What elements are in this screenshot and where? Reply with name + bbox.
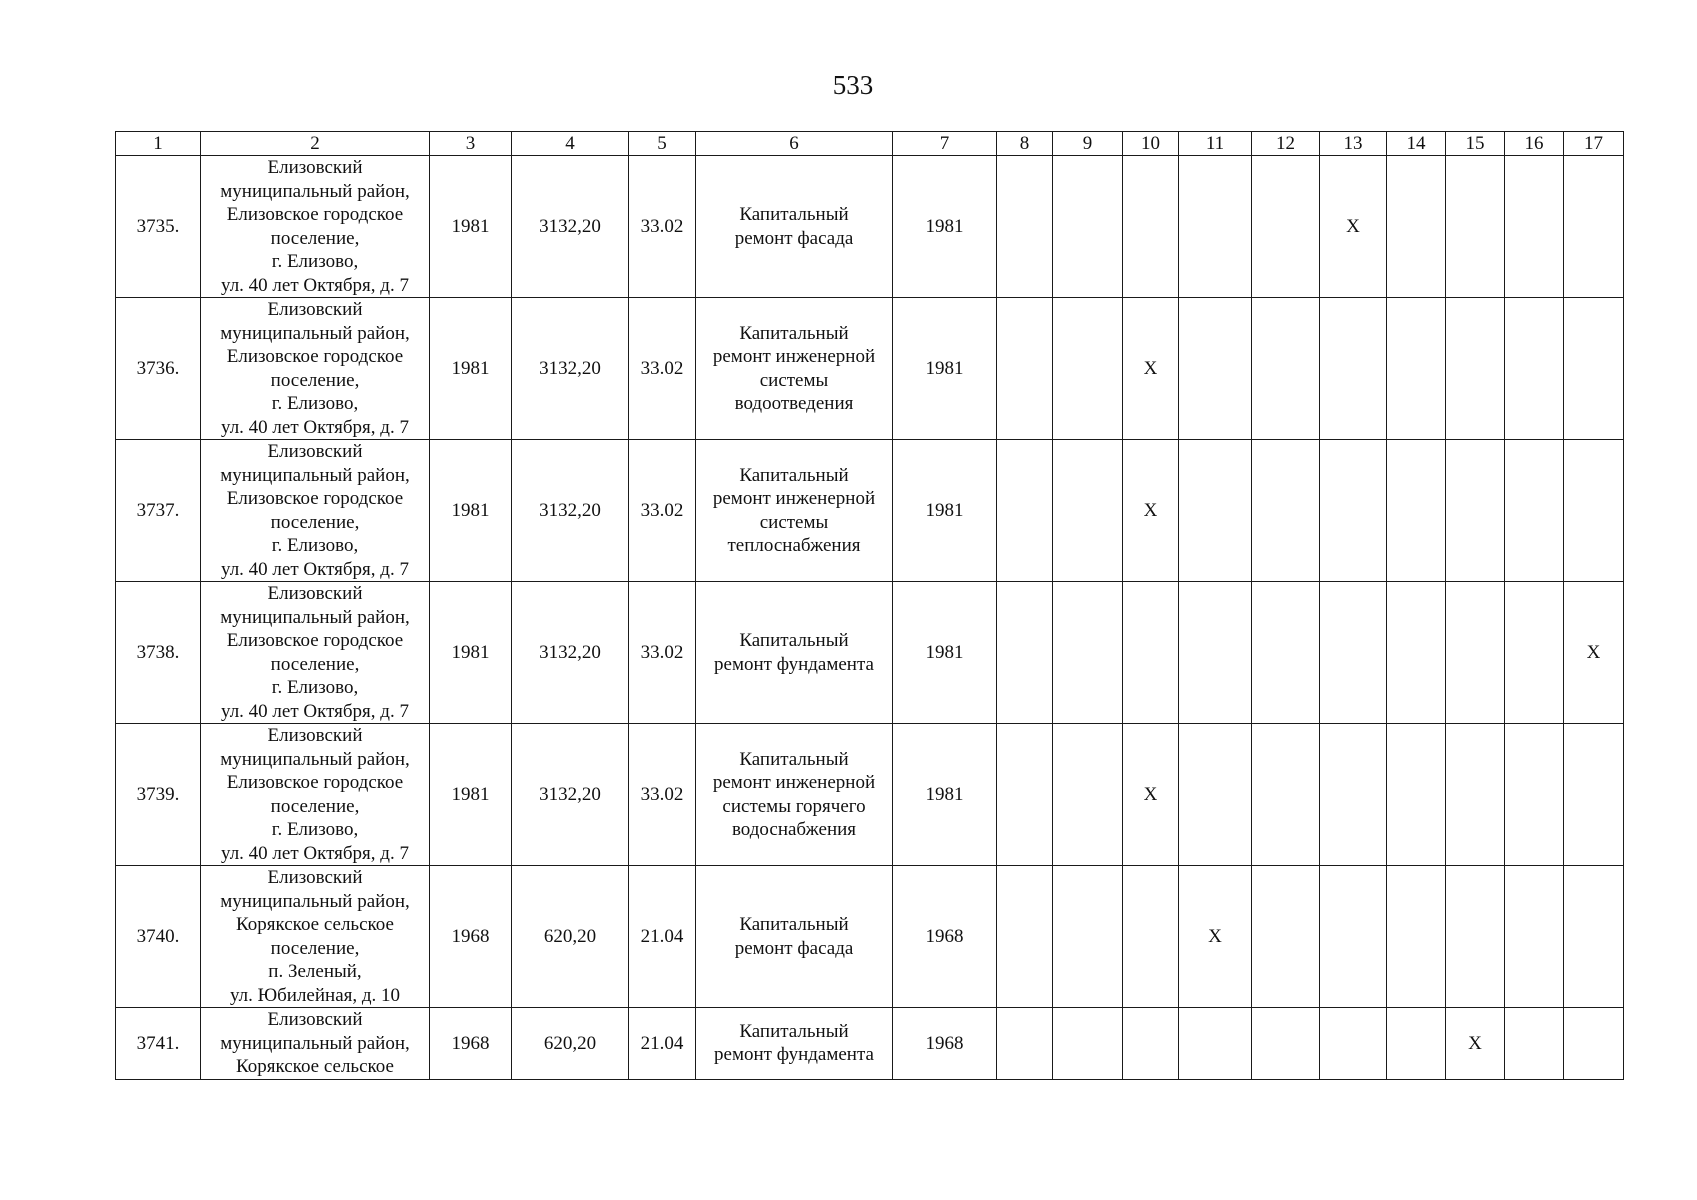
empty-cell — [997, 440, 1053, 582]
build-year-cell: 1968 — [430, 866, 512, 1008]
empty-cell — [1564, 866, 1624, 1008]
empty-cell — [1446, 298, 1505, 440]
work-type-cell: Капитальный ремонт фасада — [696, 866, 893, 1008]
empty-cell — [1053, 866, 1123, 1008]
empty-cell — [1505, 1008, 1564, 1080]
build-year-cell: 1981 — [430, 298, 512, 440]
work-type-cell: Капитальный ремонт инженерной системы теплоснабжения — [696, 440, 893, 582]
work-type-cell: Капитальный ремонт инженерной системы горячего водоснабжения — [696, 724, 893, 866]
area-cell: 620,20 — [512, 866, 629, 1008]
work-year-cell: 1981 — [893, 582, 997, 724]
page-number: 533 — [832, 70, 874, 100]
column-header: 10 — [1123, 132, 1179, 156]
table-row — [116, 440, 1624, 582]
address-cell: Елизовский муниципальный район, Елизовское городское поселение, г. Елизово, ул. 40 лет Октября, д. 7 — [201, 724, 430, 866]
row-number-cell: 3737. — [116, 440, 201, 582]
column-header: 4 — [512, 132, 629, 156]
mark-cell: X — [1564, 582, 1624, 724]
work-type-cell: Капитальный ремонт фундамента — [696, 582, 893, 724]
table-row — [116, 156, 1624, 298]
empty-cell — [1252, 1008, 1320, 1080]
empty-cell — [1053, 1008, 1123, 1080]
area-cell: 3132,20 — [512, 298, 629, 440]
data-table — [115, 131, 1624, 1080]
work-year-cell: 1968 — [893, 1008, 997, 1080]
column-header: 11 — [1179, 132, 1252, 156]
address-cell: Елизовский муниципальный район, Елизовское городское поселение, г. Елизово, ул. 40 лет Октября, д. 7 — [201, 582, 430, 724]
empty-cell — [1252, 298, 1320, 440]
empty-cell — [1446, 582, 1505, 724]
empty-cell — [1564, 298, 1624, 440]
empty-cell — [1564, 1008, 1624, 1080]
work-type-cell: Капитальный ремонт фундамента — [696, 1008, 893, 1080]
empty-cell — [1505, 298, 1564, 440]
address-cell: Елизовский муниципальный район, Елизовское городское поселение, г. Елизово, ул. 40 лет Октября, д. 7 — [201, 440, 430, 582]
table-row — [116, 724, 1624, 866]
empty-cell — [997, 1008, 1053, 1080]
code-cell: 33.02 — [629, 156, 696, 298]
mark-cell: X — [1179, 866, 1252, 1008]
empty-cell — [1179, 298, 1252, 440]
build-year-cell: 1981 — [430, 582, 512, 724]
column-header: 9 — [1053, 132, 1123, 156]
area-cell: 3132,20 — [512, 582, 629, 724]
empty-cell — [1252, 582, 1320, 724]
empty-cell — [1446, 440, 1505, 582]
empty-cell — [1505, 866, 1564, 1008]
work-year-cell: 1981 — [893, 156, 997, 298]
row-number-cell: 3739. — [116, 724, 201, 866]
code-cell: 21.04 — [629, 866, 696, 1008]
column-header: 2 — [201, 132, 430, 156]
empty-cell — [1252, 156, 1320, 298]
empty-cell — [1053, 156, 1123, 298]
empty-cell — [1123, 582, 1179, 724]
address-cell: Елизовский муниципальный район, Елизовское городское поселение, г. Елизово, ул. 40 лет Октября, д. 7 — [201, 298, 430, 440]
empty-cell — [997, 724, 1053, 866]
work-type-cell: Капитальный ремонт инженерной системы водоотведения — [696, 298, 893, 440]
column-header: 8 — [997, 132, 1053, 156]
empty-cell — [997, 582, 1053, 724]
empty-cell — [1564, 724, 1624, 866]
build-year-cell: 1981 — [430, 440, 512, 582]
empty-cell — [1252, 440, 1320, 582]
column-header: 16 — [1505, 132, 1564, 156]
address-cell: Елизовский муниципальный район, Елизовское городское поселение, г. Елизово, ул. 40 лет Октября, д. 7 — [201, 156, 430, 298]
mark-cell: X — [1123, 440, 1179, 582]
empty-cell — [1505, 582, 1564, 724]
mark-cell: X — [1123, 298, 1179, 440]
empty-cell — [1505, 440, 1564, 582]
empty-cell — [1252, 866, 1320, 1008]
empty-cell — [1123, 866, 1179, 1008]
mark-cell: X — [1123, 724, 1179, 866]
column-header: 15 — [1446, 132, 1505, 156]
empty-cell — [1123, 1008, 1179, 1080]
code-cell: 33.02 — [629, 440, 696, 582]
mark-cell: X — [1446, 1008, 1505, 1080]
empty-cell — [1320, 724, 1387, 866]
address-cell: Елизовский муниципальный район, Корякское сельское поселение, п. Зеленый, ул. Юбилейная, д. 10 — [201, 866, 430, 1008]
work-year-cell: 1981 — [893, 440, 997, 582]
empty-cell — [1320, 1008, 1387, 1080]
empty-cell — [1123, 156, 1179, 298]
empty-cell — [1179, 582, 1252, 724]
row-number-cell: 3738. — [116, 582, 201, 724]
empty-cell — [1252, 724, 1320, 866]
column-header: 3 — [430, 132, 512, 156]
table-row — [116, 298, 1624, 440]
table-row — [116, 1008, 1624, 1080]
column-header: 7 — [893, 132, 997, 156]
empty-cell — [997, 866, 1053, 1008]
build-year-cell: 1981 — [430, 724, 512, 866]
empty-cell — [1320, 866, 1387, 1008]
empty-cell — [1505, 156, 1564, 298]
code-cell: 21.04 — [629, 1008, 696, 1080]
row-number-cell: 3735. — [116, 156, 201, 298]
address-cell: Елизовский муниципальный район, Корякское сельское — [201, 1008, 430, 1080]
empty-cell — [1446, 724, 1505, 866]
row-number-cell: 3740. — [116, 866, 201, 1008]
empty-cell — [1446, 866, 1505, 1008]
build-year-cell: 1968 — [430, 1008, 512, 1080]
empty-cell — [1387, 1008, 1446, 1080]
column-header: 13 — [1320, 132, 1387, 156]
empty-cell — [1320, 440, 1387, 582]
empty-cell — [997, 298, 1053, 440]
build-year-cell: 1981 — [430, 156, 512, 298]
empty-cell — [997, 156, 1053, 298]
code-cell: 33.02 — [629, 298, 696, 440]
empty-cell — [1564, 156, 1624, 298]
area-cell: 620,20 — [512, 1008, 629, 1080]
empty-cell — [1320, 582, 1387, 724]
column-header: 12 — [1252, 132, 1320, 156]
column-header: 17 — [1564, 132, 1624, 156]
empty-cell — [1053, 440, 1123, 582]
code-cell: 33.02 — [629, 582, 696, 724]
empty-cell — [1053, 724, 1123, 866]
column-header: 6 — [696, 132, 893, 156]
empty-cell — [1179, 440, 1252, 582]
column-header: 5 — [629, 132, 696, 156]
empty-cell — [1320, 298, 1387, 440]
empty-cell — [1179, 156, 1252, 298]
empty-cell — [1387, 866, 1446, 1008]
column-header: 1 — [116, 132, 201, 156]
area-cell: 3132,20 — [512, 724, 629, 866]
row-number-cell: 3741. — [116, 1008, 201, 1080]
area-cell: 3132,20 — [512, 440, 629, 582]
table-row — [116, 866, 1624, 1008]
empty-cell — [1387, 156, 1446, 298]
column-number-header-row — [116, 132, 1624, 156]
row-number-cell: 3736. — [116, 298, 201, 440]
empty-cell — [1053, 582, 1123, 724]
empty-cell — [1564, 440, 1624, 582]
table-row — [116, 582, 1624, 724]
empty-cell — [1179, 724, 1252, 866]
empty-cell — [1446, 156, 1505, 298]
empty-cell — [1053, 298, 1123, 440]
empty-cell — [1387, 724, 1446, 866]
work-type-cell: Капитальный ремонт фасада — [696, 156, 893, 298]
empty-cell — [1387, 298, 1446, 440]
work-year-cell: 1981 — [893, 298, 997, 440]
mark-cell: X — [1320, 156, 1387, 298]
column-header: 14 — [1387, 132, 1446, 156]
work-year-cell: 1968 — [893, 866, 997, 1008]
empty-cell — [1505, 724, 1564, 866]
empty-cell — [1179, 1008, 1252, 1080]
empty-cell — [1387, 582, 1446, 724]
code-cell: 33.02 — [629, 724, 696, 866]
work-year-cell: 1981 — [893, 724, 997, 866]
empty-cell — [1387, 440, 1446, 582]
area-cell: 3132,20 — [512, 156, 629, 298]
